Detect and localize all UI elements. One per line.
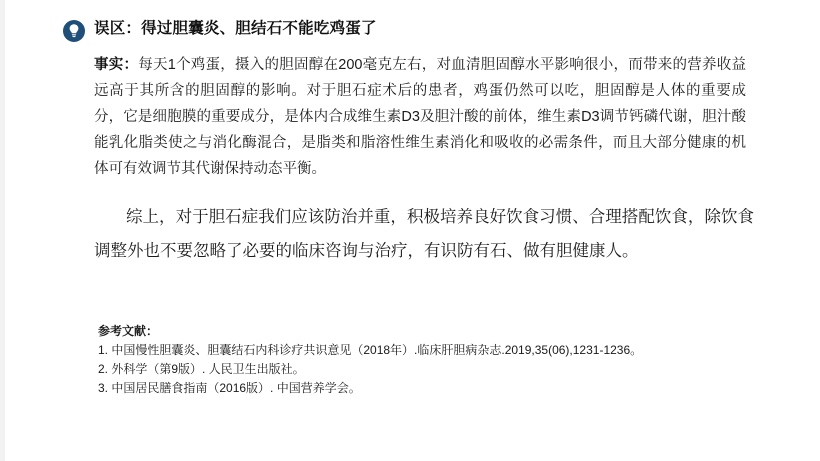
myth-heading-row: [62, 18, 752, 43]
myth-title: 误区：得过胆囊炎、胆结石不能吃鸡蛋了: [94, 20, 377, 37]
fact-paragraph: [62, 52, 752, 182]
fact-text: 每天1个鸡蛋，摄入的胆固醇在200毫克左右，对血清胆固醇水平影响很小，而带来的营养收益远高于其所含的胆固醇的影响。对于胆石症术后的患者，鸡蛋仍然可以吃，胆固醇是人体的重要成分，它是细胞膜的重要成分，是体内合成维生素D3及胆汁酸的前体，维生素D3调节钙磷代谢，胆汁酸能乳化脂类使之与消化酶混合，是脂类和脂溶性维生素消化和吸收的必需条件，而且大部分健康的机体可有效调节其代谢保持动态平衡。: [94, 57, 746, 177]
references-block: [98, 322, 738, 398]
conclusion-paragraph: 综上，对于胆石症我们应该防治并重，积极培养良好饮食习惯、合理搭配饮食，除饮食调整外也不要忽略了必要的临床咨询与治疗，有识防有石、做有胆健康人。: [94, 208, 754, 260]
left-accent-edge: [0, 0, 5, 461]
reference-item: 2. 外科学（第9版）. 人民卫生出版社。: [98, 362, 305, 376]
reference-item: 3. 中国居民膳食指南（2016版）. 中国营养学会。: [98, 381, 361, 395]
lightbulb-icon: [62, 19, 86, 43]
reference-item: 1. 中国慢性胆囊炎、胆囊结石内科诊疗共识意见（2018年）.临床肝胆病杂志.2019,35(06),1231-1236。: [98, 343, 643, 357]
myth-block: [62, 18, 752, 182]
fact-label: 事实：: [94, 57, 139, 73]
references-title: 参考文献：: [98, 324, 159, 338]
